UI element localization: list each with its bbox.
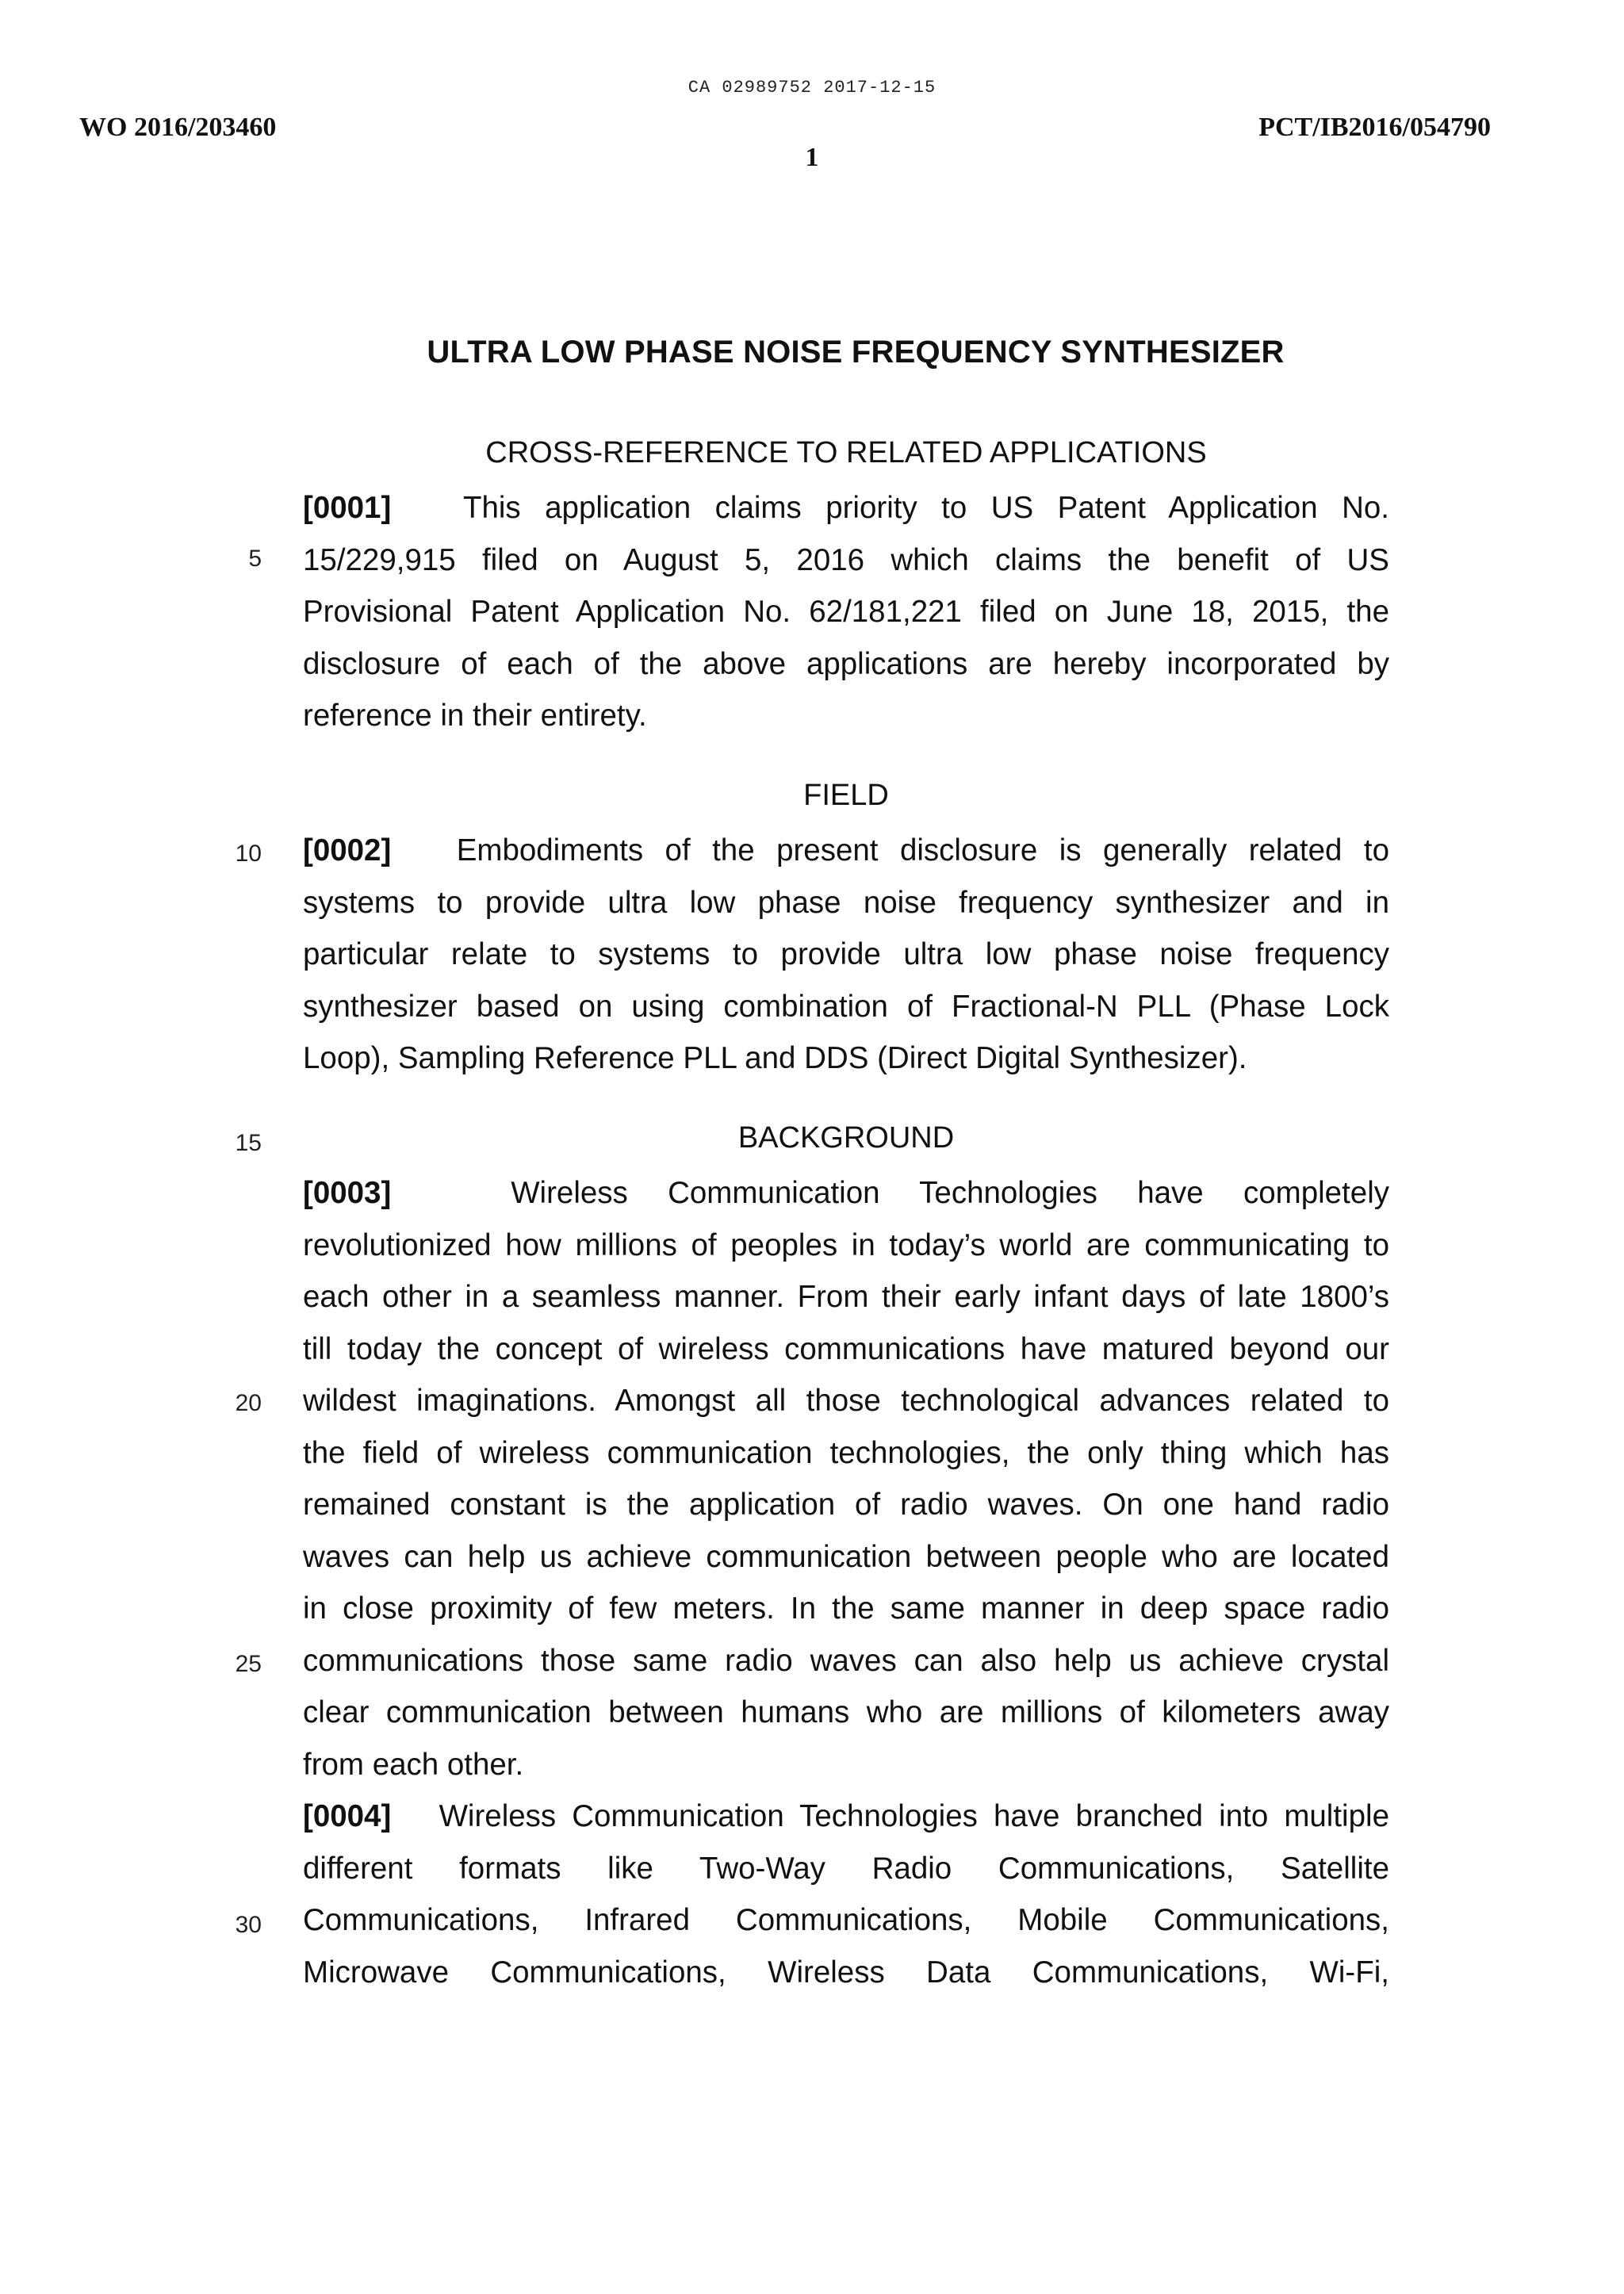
paragraph-0004 bbox=[303, 1790, 1389, 1998]
paragraph-line: in close proximity of few meters. In the same manner in deep space radio bbox=[303, 1591, 1389, 1626]
paragraph-line: revolutionized how millions of peoples in today’s world are communicating to bbox=[303, 1227, 1389, 1262]
paragraph-number: [0001] bbox=[303, 491, 392, 525]
paragraph-text: Embodiments of the present disclosure is generally related to bbox=[456, 833, 1389, 867]
paragraph-line bbox=[303, 1167, 1389, 1220]
paragraph-line: from each other. bbox=[303, 1747, 524, 1782]
paragraph-line: synthesizer based on using combination of Fractional-N PLL (Phase Lock bbox=[303, 989, 1389, 1024]
paragraph-0001 bbox=[303, 482, 1389, 742]
paragraph-line: waves can help us achieve communication between people who are located bbox=[303, 1539, 1389, 1574]
section-heading-background: BACKGROUND bbox=[737, 1121, 955, 1155]
paragraph-line: systems to provide ultra low phase noise frequency synthesizer and in bbox=[303, 885, 1389, 920]
ca-filing-stamp: CA 02989752 2017-12-15 bbox=[688, 78, 936, 98]
paragraph-line: Loop), Sampling Reference PLL and DDS (Direct Digital Synthesizer). bbox=[303, 1041, 1247, 1075]
paragraph-0002 bbox=[303, 825, 1389, 1085]
paragraph-line: each other in a seamless manner. From their early infant days of late 1800’s bbox=[303, 1280, 1389, 1314]
paragraph-number: [0002] bbox=[303, 833, 392, 867]
paragraph-number: [0004] bbox=[303, 1799, 392, 1833]
paragraph-line: communications those same radio waves can also help us achieve crystal bbox=[303, 1643, 1389, 1678]
paragraph-line bbox=[303, 1790, 1389, 1843]
paragraph-line: clear communication between humans who are millions of kilometers away bbox=[303, 1695, 1389, 1729]
page-number: 1 bbox=[805, 143, 819, 172]
paragraph-line: remained constant is the application of radio waves. On one hand radio bbox=[303, 1488, 1389, 1522]
margin-line-number: 10 bbox=[235, 841, 262, 867]
paragraph-line: particular relate to systems to provide ultra low phase noise frequency bbox=[303, 937, 1389, 971]
margin-line-number: 30 bbox=[235, 1912, 262, 1938]
margin-line-number: 5 bbox=[248, 546, 262, 572]
paragraph-line: different formats like Two-Way Radio Communications, Satellite bbox=[303, 1851, 1389, 1886]
paragraph-line: 15/229,915 filed on August 5, 2016 which claims the benefit of US bbox=[303, 542, 1389, 577]
paragraph-line: wildest imaginations. Amongst all those technological advances related to bbox=[303, 1384, 1389, 1418]
paragraph-text: Wireless Communication Technologies have completely bbox=[511, 1176, 1390, 1210]
paragraph-text: Wireless Communication Technologies have branched into multiple bbox=[439, 1799, 1389, 1833]
paragraph-line: till today the concept of wireless communications have matured beyond our bbox=[303, 1331, 1389, 1366]
pct-application-number: PCT/IB2016/054790 bbox=[1258, 113, 1491, 142]
document-title: ULTRA LOW PHASE NOISE FREQUENCY SYNTHESIZER bbox=[427, 335, 1285, 370]
margin-line-number: 20 bbox=[235, 1390, 262, 1416]
paragraph-line: reference in their entirety. bbox=[303, 699, 647, 733]
section-heading-cross-reference: CROSS-REFERENCE TO RELATED APPLICATIONS bbox=[485, 436, 1207, 469]
paragraph-line bbox=[303, 825, 1389, 877]
paragraph-line: Provisional Patent Application No. 62/181,221 filed on June 18, 2015, the bbox=[303, 595, 1389, 629]
section-heading-field: FIELD bbox=[803, 779, 889, 812]
paragraph-text: This application claims priority to US Patent Application No. bbox=[462, 491, 1389, 525]
paragraph-line: Microwave Communications, Wireless Data Communications, Wi-Fi, bbox=[303, 1955, 1389, 1990]
paragraph-line: Communications, Infrared Communications, Mobile Communications, bbox=[303, 1903, 1389, 1937]
publication-number: WO 2016/203460 bbox=[79, 113, 277, 142]
paragraph-0003 bbox=[303, 1167, 1389, 1790]
paragraph-number: [0003] bbox=[303, 1176, 392, 1210]
paragraph-line bbox=[303, 482, 1389, 534]
paragraph-line: the field of wireless communication technologies, the only thing which has bbox=[303, 1435, 1389, 1470]
margin-line-number: 15 bbox=[235, 1130, 262, 1156]
margin-line-number: 25 bbox=[235, 1651, 262, 1677]
paragraph-line: disclosure of each of the above applications are hereby incorporated by bbox=[303, 646, 1389, 681]
